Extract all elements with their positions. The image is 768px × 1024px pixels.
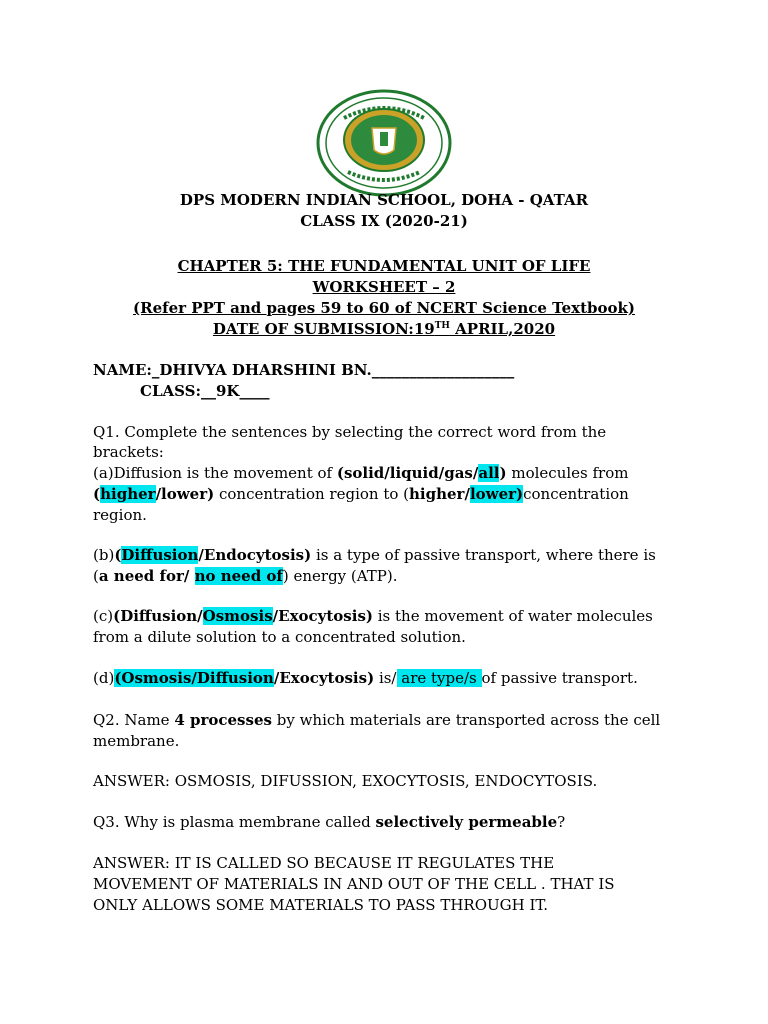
student-class: CLASS:__9K____ <box>140 382 270 400</box>
q1a-line2: (higher/lower) concentration region to (higher/lower)concentration <box>93 485 629 503</box>
q2-line2: membrane. <box>93 732 180 750</box>
q3-line1: Q3. Why is plasma membrane called selectively permeable? <box>93 813 566 831</box>
class-year: CLASS IX (2020-21) <box>300 212 468 230</box>
reference-note: (Refer PPT and pages 59 to 60 of NCERT Science Textbook) <box>133 299 635 317</box>
school-name: DPS MODERN INDIAN SCHOOL, DOHA - QATAR <box>179 191 589 209</box>
q2-line1: Q2. Name 4 processes by which materials are transported across the cell <box>93 711 661 729</box>
worksheet-title: WORKSHEET – 2 <box>312 278 456 296</box>
q1-prompt-line1: Q1. Complete the sentences by selecting the correct word from the <box>93 423 607 441</box>
q1d-line1: (d)(Osmosis/Diffusion/Exocytosis) is/ are type/s of passive transport. <box>93 669 638 687</box>
q1a-line3: region. <box>93 506 147 524</box>
submission-date: DATE OF SUBMISSION:19TH APRIL,2020 <box>212 320 556 338</box>
q1-prompt-line2: brackets: <box>93 443 164 461</box>
q1b-line1: (b)(Diffusion/Endocytosis) is a type of passive transport, where there is <box>93 546 656 564</box>
q3-answer-line1: ANSWER: IT IS CALLED SO BECAUSE IT REGULATES THE <box>93 854 555 872</box>
school-logo-emblem <box>314 88 454 198</box>
q2-answer: ANSWER: OSMOSIS, DIFUSSION, EXOCYTOSIS, ENDOCYTOSIS. <box>93 772 598 790</box>
q3-answer-line2: MOVEMENT OF MATERIALS IN AND OUT OF THE CELL . THAT IS <box>93 875 615 893</box>
chapter-title: CHAPTER 5: THE FUNDAMENTAL UNIT OF LIFE <box>177 257 591 275</box>
q1b-line2: (a need for/ no need of) energy (ATP). <box>93 567 398 585</box>
q3-answer-line3: ONLY ALLOWS SOME MATERIALS TO PASS THROUGH IT. <box>93 896 548 914</box>
student-name: NAME:_DHIVYA DHARSHINI BN.___________________ <box>93 361 515 379</box>
q1a-line1: (a)Diffusion is the movement of (solid/liquid/gas/all) molecules from <box>93 464 629 482</box>
q1c-line2: from a dilute solution to a concentrated solution. <box>93 628 466 646</box>
q1c-line1: (c)(Diffusion/Osmosis/Exocytosis) is the movement of water molecules <box>93 607 653 625</box>
